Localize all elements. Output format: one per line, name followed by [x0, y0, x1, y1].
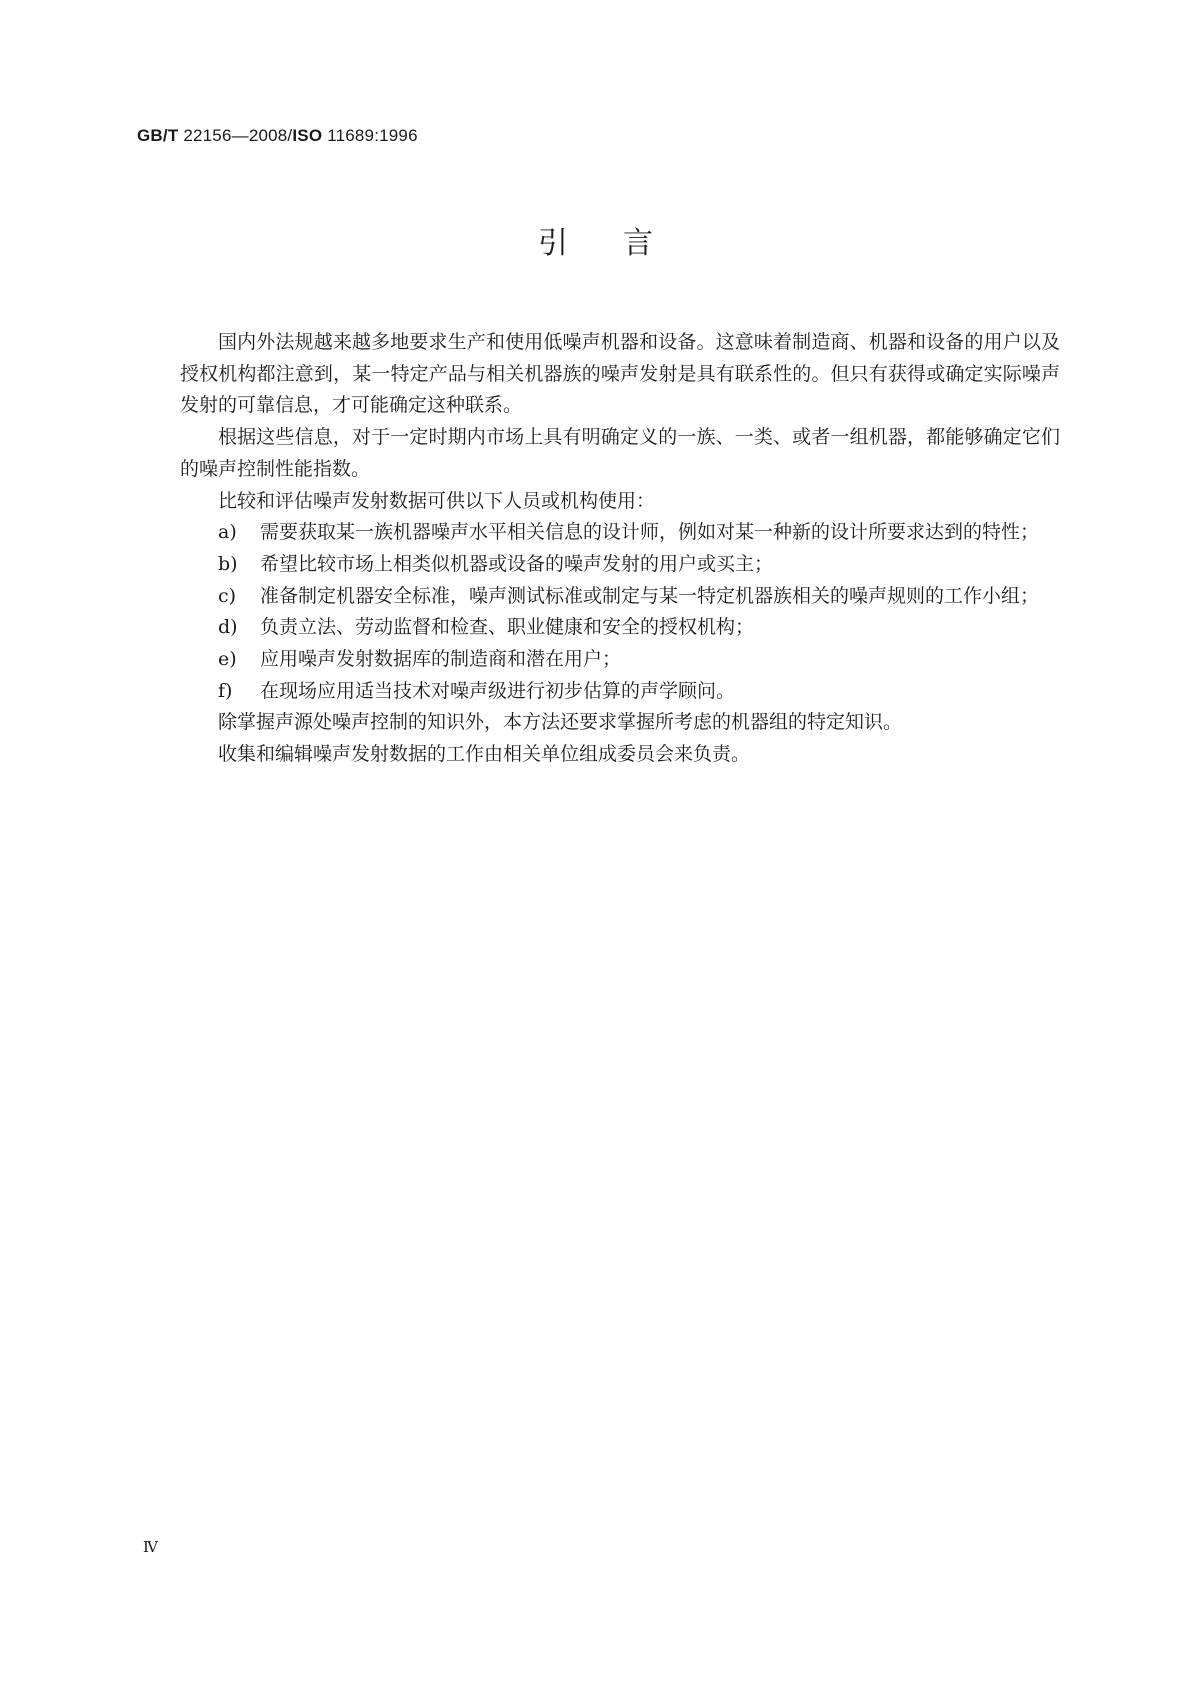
paragraph-info: 根据这些信息，对于一定时期内市场上具有明确定义的一族、一类、或者一组机器，都能够确定它们的噪声控制性能指数。	[180, 426, 1060, 480]
standard-code	[137, 126, 418, 146]
list-item	[180, 549, 1060, 581]
list-marker: e)	[218, 648, 237, 671]
page-number: Ⅳ	[143, 1538, 158, 1556]
document-body	[180, 327, 1060, 771]
list-text: 在现场应用适当技术对噪声级进行初步估算的声学顾问。	[260, 679, 736, 702]
list-marker: b)	[218, 552, 238, 575]
list-item	[180, 612, 1060, 644]
list-marker: f)	[218, 679, 233, 702]
paragraph-committee: 收集和编辑噪声发射数据的工作由相关单位组成委员会来负责。	[218, 743, 751, 766]
list-text: 需要获取某一族机器噪声水平相关信息的设计师，例如对某一种新的设计所要求达到的特性；	[260, 521, 1040, 544]
list-text: 应用噪声发射数据库的制造商和潜在用户；	[260, 648, 622, 671]
list-marker: a)	[218, 521, 237, 544]
list-text: 负责立法、劳动监督和检查、职业健康和安全的授权机构；	[260, 616, 755, 639]
iso-prefix: ISO	[292, 126, 323, 145]
list-marker: d)	[218, 616, 238, 639]
standard-number: 22156—2008/	[178, 126, 293, 145]
standard-prefix: GB/T	[137, 126, 179, 145]
list-item	[180, 581, 1060, 613]
list-marker: c)	[218, 584, 237, 607]
paragraph-users: 比较和评估噪声发射数据可供以下人员或机构使用：	[218, 489, 656, 512]
list-item	[180, 644, 1060, 676]
paragraph-knowledge: 除掌握声源处噪声控制的知识外，本方法还要求掌握所考虑的机器组的特定知识。	[218, 711, 903, 734]
page-title: 引言	[538, 226, 708, 261]
list-text: 准备制定机器安全标准，噪声测试标准或制定与某一特定机器族相关的噪声规则的工作小组；	[260, 584, 1040, 607]
iso-number: 11689:1996	[322, 126, 418, 145]
list-item	[180, 676, 1060, 708]
paragraph-intro: 国内外法规越来越多地要求生产和使用低噪声机器和设备。这意味着制造商、机器和设备的用户以及授权机构都注意到，某一特定产品与相关机器族的噪声发射是具有联系性的。但只有获得或确定实际噪声发射的可靠信息，才可能确定这种联系。	[180, 331, 1060, 417]
list-item	[180, 517, 1060, 549]
list-text: 希望比较市场上相类似机器或设备的噪声发射的用户或买主；	[260, 552, 774, 575]
